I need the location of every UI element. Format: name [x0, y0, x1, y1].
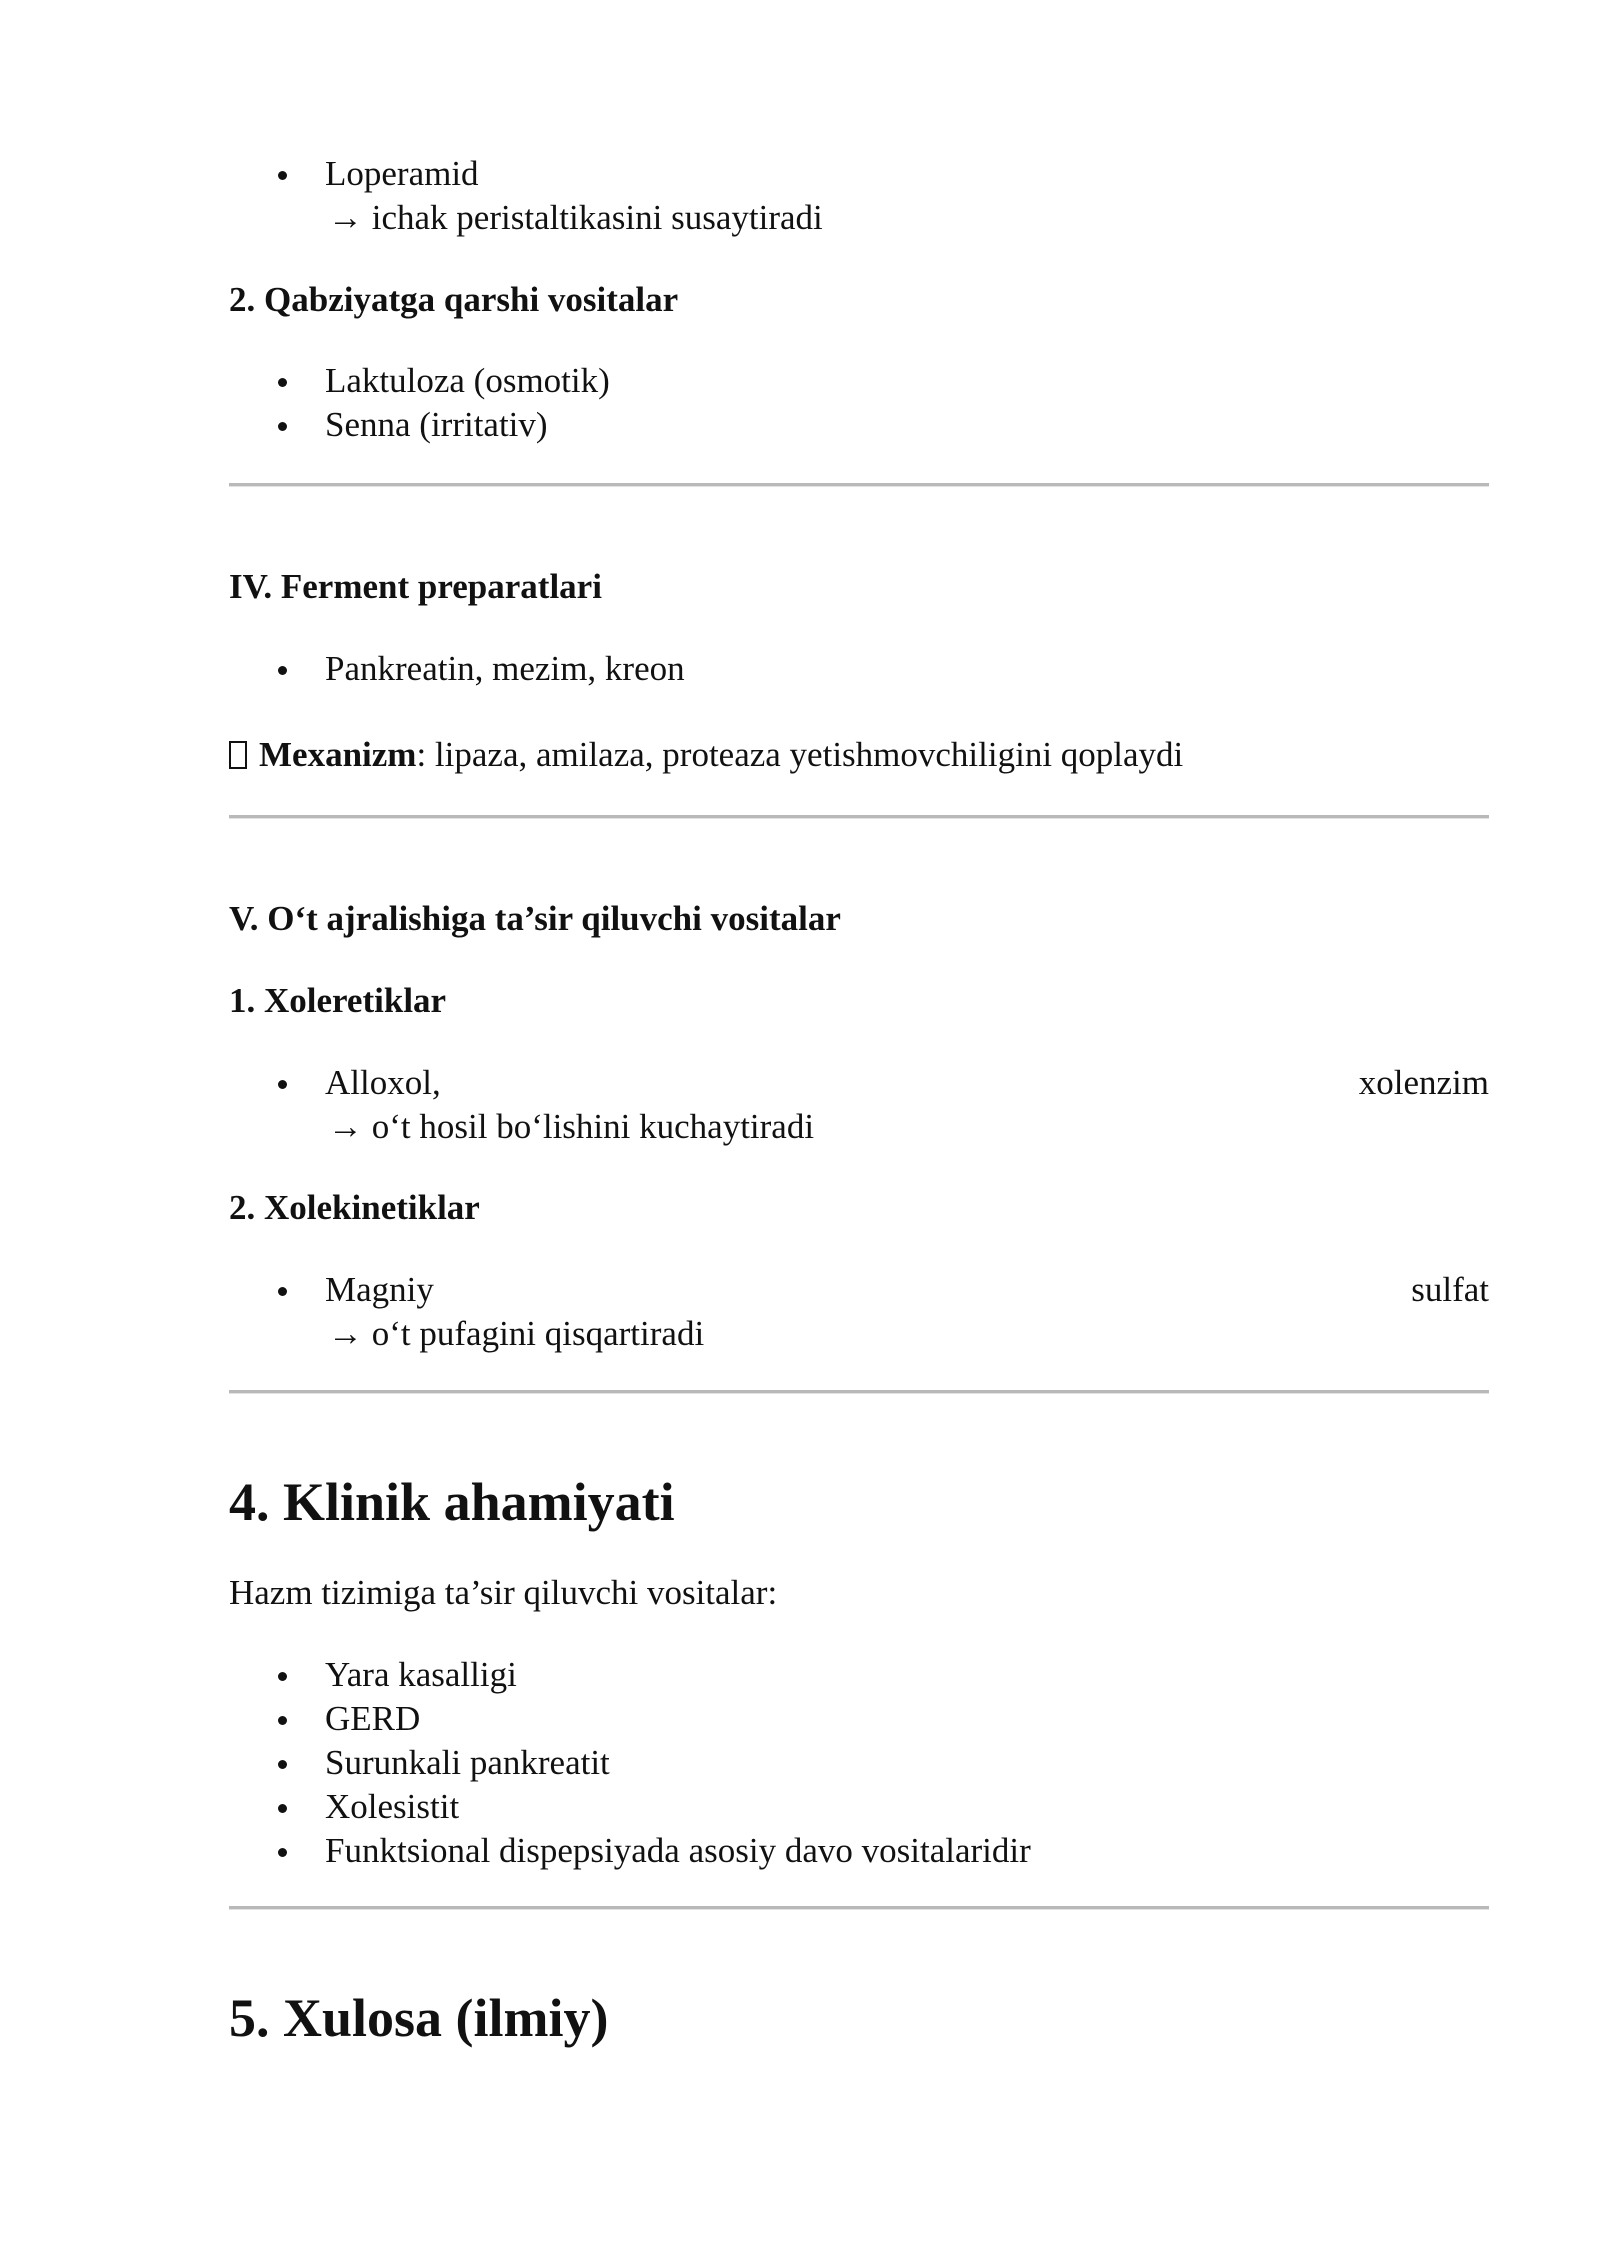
bullet-dot: [278, 422, 287, 431]
subheading-qabziyat: 2. Qabziyatga qarshi vositalar: [229, 280, 679, 319]
loperamid-effect: → ichak peristaltikasini susaytiradi: [328, 198, 823, 237]
list-item: Xolesistit: [325, 1787, 460, 1826]
mechanism-text: : lipaza, amilaza, proteaza yetishmovchiligini qoplaydi: [416, 735, 1184, 774]
horizontal-rule: [229, 815, 1489, 819]
xolekinetik-effect: → o‘t pufagini qisqartiradi: [328, 1314, 705, 1353]
list-item: Yara kasalligi: [325, 1655, 517, 1694]
mechanism-label: Mexanizm: [259, 735, 417, 774]
list-item-loperamid: Loperamid: [325, 154, 479, 193]
section-heading-klinik: 4. Klinik ahamiyati: [229, 1472, 675, 1532]
xoleretik-effect: → o‘t hosil bo‘lishini kuchaytiradi: [328, 1107, 815, 1146]
missing-glyph-icon: [229, 741, 247, 769]
horizontal-rule: [229, 1906, 1489, 1910]
list-item-senna: Senna (irritativ): [325, 405, 548, 444]
list-item: Funktsional dispepsiyada asosiy davo vositalaridir: [325, 1831, 1031, 1870]
list-item-sulfat: sulfat: [1411, 1270, 1489, 1309]
bullet-dot: [278, 1080, 287, 1089]
bullet-dot: [278, 1672, 287, 1681]
bullet-dot: [278, 1804, 287, 1813]
bullet-dot: [278, 666, 287, 675]
horizontal-rule: [229, 1390, 1489, 1394]
list-item-magniy: Magniy: [325, 1270, 434, 1309]
subheading-xoleretiklar: 1. Xoleretiklar: [229, 981, 447, 1020]
mechanism-line: [229, 733, 1183, 777]
list-item-laktuloza: Laktuloza (osmotik): [325, 361, 610, 400]
list-item: GERD: [325, 1699, 421, 1738]
bullet-dot: [278, 1760, 287, 1769]
section-heading-v: V. O‘t ajralishiga ta’sir qiluvchi vositalar: [229, 899, 841, 938]
list-item-alloxol: Alloxol,: [325, 1063, 441, 1102]
bullet-dot: [278, 1287, 287, 1296]
horizontal-rule: [229, 483, 1489, 487]
list-item-pankreatin: Pankreatin, mezim, kreon: [325, 649, 685, 688]
bullet-dot: [278, 1848, 287, 1857]
bullet-dot: [278, 171, 287, 180]
section-heading-xulosa: 5. Xulosa (ilmiy): [229, 1988, 609, 2048]
section-heading-iv: IV. Ferment preparatlari: [229, 567, 602, 606]
subheading-xolekinetiklar: 2. Xolekinetiklar: [229, 1188, 480, 1227]
klinik-intro: Hazm tizimiga ta’sir qiluvchi vositalar:: [229, 1573, 778, 1612]
list-item-xolenzim: xolenzim: [1358, 1063, 1489, 1102]
list-item: Surunkali pankreatit: [325, 1743, 610, 1782]
bullet-dot: [278, 378, 287, 387]
bullet-dot: [278, 1716, 287, 1725]
